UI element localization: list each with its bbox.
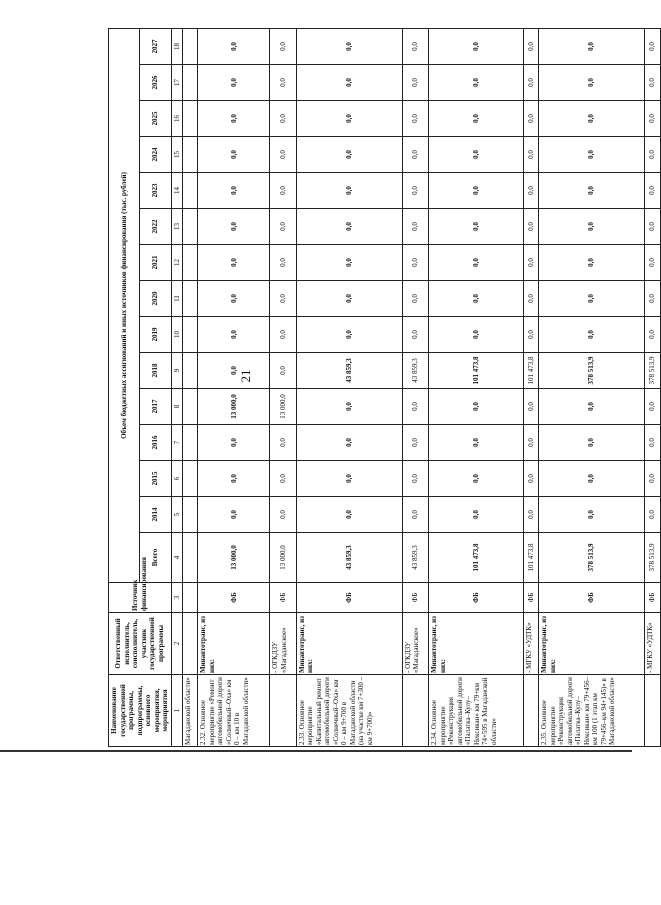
row-value-cell: 0,0 — [523, 317, 538, 353]
row-value-cell — [183, 245, 198, 281]
row-value-cell: 0,0 — [198, 137, 270, 173]
row-value-cell: 0,0 — [645, 173, 660, 209]
row-value-cell: 0,0 — [270, 137, 297, 173]
row-value-cell: 0,0 — [198, 173, 270, 209]
row-value-cell — [183, 353, 198, 389]
row-value-cell: 101 473,8 — [523, 353, 538, 389]
row-value-cell — [183, 317, 198, 353]
header-year: 2025 — [140, 101, 171, 137]
row-value-cell — [183, 461, 198, 497]
header-year: 2027 — [140, 28, 171, 64]
row-value-cell: 0,0 — [402, 317, 429, 353]
row-value-cell: 0,0 — [402, 209, 429, 245]
page-number: 21 — [238, 369, 253, 383]
table-row — [523, 28, 538, 746]
row-value-cell: 378 513,9 — [645, 533, 660, 583]
row-value-cell: 0,0 — [645, 425, 660, 461]
row-source-cell: ФБ — [645, 583, 660, 613]
row-value-cell: 0,0 — [402, 497, 429, 533]
row-value-cell: 0,0 — [402, 101, 429, 137]
column-number: 8 — [171, 389, 183, 425]
row-value-cell: 0,0 — [429, 461, 524, 497]
row-source-cell: ФБ — [296, 583, 402, 613]
row-value-cell: 0,0 — [402, 65, 429, 101]
row-value-cell: 0,0 — [539, 101, 645, 137]
row-value-cell: 0,0 — [198, 101, 270, 137]
header-year: 2022 — [140, 209, 171, 245]
row-value-cell: 13 000,0 — [270, 533, 297, 583]
row-value-cell: 0,0 — [270, 173, 297, 209]
header-year: Всего — [140, 533, 171, 583]
row-responsible-cell: Минавтотранс, из них: — [429, 613, 524, 675]
row-value-cell: 0,0 — [539, 281, 645, 317]
row-name-cell: Магаданской области» — [183, 675, 198, 747]
row-value-cell: 0,0 — [523, 209, 538, 245]
row-value-cell: 0,0 — [198, 281, 270, 317]
row-responsible-cell: Минавтотранс, из них: — [296, 613, 402, 675]
header-year: 2019 — [140, 317, 171, 353]
row-value-cell: 0,0 — [198, 317, 270, 353]
row-value-cell: 378 513,9 — [539, 353, 645, 389]
row-value-cell: 0,0 — [296, 281, 402, 317]
row-responsible-cell: Минавтотранс, из них: — [539, 613, 645, 675]
row-value-cell: 101 473,8 — [429, 533, 524, 583]
row-value-cell: 0,0 — [429, 281, 524, 317]
row-value-cell — [183, 65, 198, 101]
column-number: 4 — [171, 533, 183, 583]
row-name-cell: 2.35. Основное мероприятие «Реконструкция автомобильной дороги «Палатка–Кулу–Нексикан» км 79+456–км 100 (1 этап км 79+456–км 94+145)» в Магаданской области» — [539, 675, 645, 747]
row-value-cell: 0,0 — [296, 137, 402, 173]
column-number: 2 — [171, 613, 183, 675]
table-row — [539, 28, 645, 746]
row-value-cell: 0,0 — [523, 137, 538, 173]
row-value-cell: 0,0 — [296, 173, 402, 209]
column-number: 11 — [171, 281, 183, 317]
row-value-cell: 0,0 — [429, 497, 524, 533]
row-value-cell: 0,0 — [539, 425, 645, 461]
header-year: 2017 — [140, 389, 171, 425]
row-value-cell: 0,0 — [402, 389, 429, 425]
row-value-cell — [183, 533, 198, 583]
row-value-cell: 13 000,0 — [198, 389, 270, 425]
row-value-cell: 0,0 — [296, 65, 402, 101]
column-number: 6 — [171, 461, 183, 497]
row-value-cell — [183, 497, 198, 533]
row-value-cell: 43 859,3 — [296, 353, 402, 389]
row-value-cell: 0,0 — [539, 137, 645, 173]
row-value-cell: 0,0 — [270, 209, 297, 245]
column-number: 7 — [171, 425, 183, 461]
column-number: 10 — [171, 317, 183, 353]
row-value-cell: 0,0 — [523, 425, 538, 461]
row-name-cell — [523, 675, 538, 747]
row-value-cell — [183, 281, 198, 317]
column-number: 1 — [171, 675, 183, 747]
row-value-cell: 0,0 — [429, 317, 524, 353]
row-value-cell: 0,0 — [402, 245, 429, 281]
row-value-cell: 0,0 — [402, 173, 429, 209]
row-value-cell: 0,0 — [429, 28, 524, 64]
row-responsible-cell — [183, 613, 198, 675]
row-value-cell: 378 513,9 — [539, 533, 645, 583]
row-value-cell: 0,0 — [645, 389, 660, 425]
column-number: 12 — [171, 245, 183, 281]
row-name-cell: 2.34. Основное мероприятие «Реконструкция автомобильной дороги «Палатка–Кулу–Нексикан» км 79+км 74+595 в Магаданской области» — [429, 675, 524, 747]
row-value-cell: 0,0 — [270, 497, 297, 533]
row-value-cell: 0,0 — [429, 65, 524, 101]
row-value-cell: 43 859,3 — [296, 533, 402, 583]
column-number: 5 — [171, 497, 183, 533]
row-value-cell: 0,0 — [198, 461, 270, 497]
header-year: 2015 — [140, 461, 171, 497]
row-responsible-cell: Минавтотранс, из них: — [198, 613, 270, 675]
row-value-cell: 0,0 — [198, 353, 270, 389]
row-value-cell: 0,0 — [523, 281, 538, 317]
header-year: 2024 — [140, 137, 171, 173]
row-value-cell: 0,0 — [198, 209, 270, 245]
row-value-cell: 0,0 — [198, 65, 270, 101]
row-value-cell: 0,0 — [429, 101, 524, 137]
row-value-cell: 0,0 — [198, 497, 270, 533]
table-row — [183, 28, 198, 746]
row-value-cell: 0,0 — [429, 389, 524, 425]
header-funding-group: Объем бюджетных ассигнований и иных источников финансирования (тыс. рублей) — [109, 28, 140, 582]
row-responsible-cell: - МГКУ «УДТК» — [523, 613, 538, 675]
row-value-cell: 0,0 — [539, 389, 645, 425]
row-value-cell: 0,0 — [523, 28, 538, 64]
row-value-cell: 0,0 — [645, 101, 660, 137]
header-year: 2023 — [140, 173, 171, 209]
row-value-cell: 0,0 — [645, 137, 660, 173]
row-value-cell: 0,0 — [270, 28, 297, 64]
column-number: 17 — [171, 65, 183, 101]
row-value-cell — [183, 209, 198, 245]
table-header — [109, 28, 183, 746]
row-source-cell: ФБ — [523, 583, 538, 613]
row-value-cell — [183, 425, 198, 461]
row-value-cell: 0,0 — [270, 425, 297, 461]
row-value-cell: 0,0 — [539, 28, 645, 64]
row-value-cell: 0,0 — [429, 209, 524, 245]
row-value-cell: 0,0 — [539, 317, 645, 353]
header-year: 2020 — [140, 281, 171, 317]
row-responsible-cell: - ОГКДЗУ «Магаданское» — [402, 613, 429, 675]
row-value-cell: 101 473,8 — [523, 533, 538, 583]
page-divider — [0, 750, 632, 752]
row-value-cell: 0,0 — [296, 209, 402, 245]
row-value-cell — [183, 137, 198, 173]
row-value-cell: 378 513,9 — [645, 353, 660, 389]
row-value-cell: 0,0 — [645, 317, 660, 353]
row-value-cell: 0,0 — [402, 137, 429, 173]
row-value-cell — [183, 389, 198, 425]
row-value-cell: 0,0 — [523, 389, 538, 425]
header-year: 2016 — [140, 425, 171, 461]
header-year: 2018 — [140, 353, 171, 389]
row-value-cell: 0,0 — [296, 389, 402, 425]
row-value-cell: 43 859,3 — [402, 353, 429, 389]
header-responsible: Ответственный исполнитель, соисполнитель, участник государственной программы — [109, 613, 172, 675]
header-year: 2021 — [140, 245, 171, 281]
row-value-cell: 0,0 — [270, 245, 297, 281]
row-name-cell — [402, 675, 429, 747]
row-value-cell: 0,0 — [645, 461, 660, 497]
column-number: 15 — [171, 137, 183, 173]
row-name-cell — [645, 675, 660, 747]
rotated-table-container — [108, 35, 657, 747]
row-value-cell: 0,0 — [270, 101, 297, 137]
row-value-cell: 0,0 — [539, 173, 645, 209]
row-value-cell: 0,0 — [402, 281, 429, 317]
column-number: 14 — [171, 173, 183, 209]
header-year: 2014 — [140, 497, 171, 533]
table-row — [270, 28, 297, 746]
row-value-cell: 0,0 — [523, 497, 538, 533]
row-value-cell: 0,0 — [402, 425, 429, 461]
header-source: Источник финансирования — [109, 583, 172, 613]
row-value-cell: 0,0 — [645, 28, 660, 64]
row-value-cell — [183, 28, 198, 64]
row-value-cell: 0,0 — [198, 28, 270, 64]
row-name-cell — [270, 675, 297, 747]
row-value-cell: 0,0 — [296, 317, 402, 353]
row-value-cell: 0,0 — [645, 245, 660, 281]
row-name-cell: 2.33. Основное мероприятие «Капитальный ремонт автомобильной дороги «Солнечный–Оха» км 0 – км 9+700 в Магаданской области (на участке км 7+300 – км 9+700)» — [296, 675, 402, 747]
row-source-cell — [183, 583, 198, 613]
row-value-cell — [183, 173, 198, 209]
row-value-cell: 0,0 — [402, 28, 429, 64]
column-number: 16 — [171, 101, 183, 137]
row-value-cell: 0,0 — [539, 65, 645, 101]
row-responsible-cell: - МГКУ «УДТК» — [645, 613, 660, 675]
row-value-cell: 0,0 — [296, 425, 402, 461]
row-value-cell: 0,0 — [296, 28, 402, 64]
table-row — [645, 28, 660, 746]
row-value-cell: 0,0 — [539, 461, 645, 497]
row-value-cell: 0,0 — [270, 461, 297, 497]
row-value-cell — [183, 101, 198, 137]
row-value-cell: 0,0 — [645, 281, 660, 317]
row-value-cell: 0,0 — [198, 425, 270, 461]
row-value-cell: 0,0 — [539, 245, 645, 281]
row-responsible-cell: - ОГКДЗУ «Магаданское» — [270, 613, 297, 675]
header-year: 2026 — [140, 65, 171, 101]
row-value-cell: 0,0 — [429, 245, 524, 281]
row-source-cell: ФБ — [402, 583, 429, 613]
row-value-cell: 0,0 — [270, 353, 297, 389]
row-value-cell: 0,0 — [402, 461, 429, 497]
header-name: Наименование государственной программы, подпрограммы, основного мероприятия, мероприятия — [109, 675, 172, 747]
row-value-cell: 0,0 — [539, 497, 645, 533]
column-number: 13 — [171, 209, 183, 245]
table-row — [402, 28, 429, 746]
column-number: 18 — [171, 28, 183, 64]
row-name-cell: 2.32. Основное мероприятие «Ремонт автомобильной дороги «Солнечный–Оха» км 0 – км 10 в Магаданской области» — [198, 675, 270, 747]
row-value-cell: 0,0 — [270, 281, 297, 317]
row-value-cell: 0,0 — [523, 245, 538, 281]
row-value-cell: 0,0 — [296, 101, 402, 137]
table-row — [429, 28, 524, 746]
row-value-cell: 0,0 — [539, 209, 645, 245]
table-body — [183, 28, 661, 746]
table-row — [198, 28, 270, 746]
row-value-cell: 0,0 — [296, 461, 402, 497]
row-value-cell: 0,0 — [429, 137, 524, 173]
row-value-cell: 0,0 — [645, 497, 660, 533]
row-value-cell: 0,0 — [296, 245, 402, 281]
row-value-cell: 0,0 — [523, 101, 538, 137]
row-value-cell: 0,0 — [270, 317, 297, 353]
row-value-cell: 0,0 — [645, 209, 660, 245]
row-value-cell: 0,0 — [198, 245, 270, 281]
row-source-cell: ФБ — [539, 583, 645, 613]
row-value-cell: 0,0 — [523, 65, 538, 101]
column-number: 3 — [171, 583, 183, 613]
column-number: 9 — [171, 353, 183, 389]
row-source-cell: ФБ — [198, 583, 270, 613]
row-source-cell: ФБ — [429, 583, 524, 613]
row-value-cell: 0,0 — [270, 65, 297, 101]
row-value-cell: 101 473,8 — [429, 353, 524, 389]
row-value-cell: 0,0 — [523, 173, 538, 209]
row-value-cell: 43 859,3 — [402, 533, 429, 583]
row-value-cell: 0,0 — [429, 173, 524, 209]
funding-table — [108, 28, 661, 747]
row-value-cell: 0,0 — [429, 425, 524, 461]
row-value-cell: 0,0 — [645, 65, 660, 101]
row-value-cell: 0,0 — [296, 497, 402, 533]
row-source-cell: ФБ — [270, 583, 297, 613]
row-value-cell: 0,0 — [523, 461, 538, 497]
row-value-cell: 13 000,0 — [198, 533, 270, 583]
row-value-cell: 13 000,0 — [270, 389, 297, 425]
table-row — [296, 28, 402, 746]
